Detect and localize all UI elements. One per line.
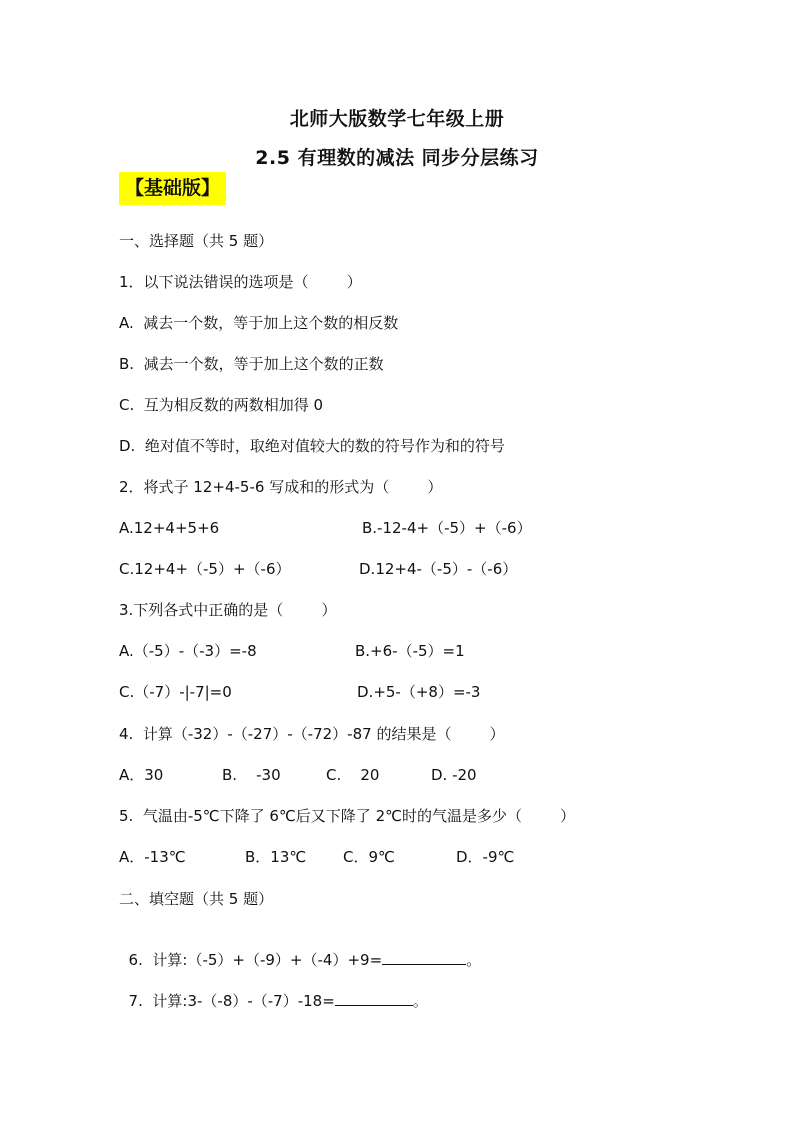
answer-blank (335, 991, 413, 1006)
question-3-option-b: B.+6-（-5）=1 (355, 642, 465, 660)
section-heading-choice: 一、选择题（共 5 题） (119, 232, 274, 250)
question-6-period: 。 (466, 951, 482, 969)
question-3-option-a: A.（-5）-（-3）=-8 (119, 642, 257, 660)
question-4-option-d: D. -20 (431, 766, 477, 784)
question-4-option-a: A．30 (119, 766, 164, 784)
section-heading-fill: 二、填空题（共 5 题） (119, 890, 274, 908)
document-title: 北师大版数学七年级上册 (289, 108, 505, 130)
question-5-option-b: B．13℃ (245, 848, 307, 866)
question-5-stem: 5. 气温由-5℃下降了 6℃后又下降了 2℃时的气温是多少（ ） (119, 807, 576, 825)
question-6-expression: 6. 计算:（-5）+（-9）+（-4）+9= (128, 951, 383, 969)
question-1-option-d: D. 绝对值不等时，取绝对值较大的数的符号作为和的符号 (119, 437, 505, 455)
question-1-stem: 1．以下说法错误的选项是（ ） (119, 273, 362, 291)
level-badge: 【基础版】 (119, 172, 226, 205)
document-subtitle: 2.5 有理数的减法 同步分层练习 (255, 147, 539, 169)
question-3-option-d: D.+5-（+8）=-3 (357, 683, 481, 701)
question-2-option-a: A.12+4+5+6 (119, 519, 220, 537)
question-2-option-c: C.12+4+（-5）+（-6） (119, 560, 291, 578)
question-7-expression: 7. 计算:3-（-8）-（-7）-18= (128, 992, 335, 1010)
question-1-option-b: B. 减去一个数，等于加上这个数的正数 (119, 355, 384, 373)
question-2-option-b: B.-12-4+（-5）+（-6） (362, 519, 532, 537)
question-7-period: 。 (412, 992, 428, 1010)
question-1-option-a: A. 减去一个数，等于加上这个数的相反数 (119, 314, 399, 332)
question-5-option-d: D．-9℃ (456, 848, 515, 866)
question-4-option-b: B. -30 (222, 766, 281, 784)
question-1-option-c: C. 互为相反数的两数相加得 0 (119, 396, 324, 414)
question-7 (119, 971, 428, 1011)
question-5-option-c: C．9℃ (343, 848, 395, 866)
question-2-option-d: D.12+4-（-5）-（-6） (359, 560, 518, 578)
question-4-option-c: C. 20 (326, 766, 380, 784)
question-3-option-c: C.（-7）-|-7|=0 (119, 683, 232, 701)
question-6 (119, 930, 481, 970)
question-5-option-a: A．-13℃ (119, 848, 186, 866)
answer-blank (382, 950, 466, 965)
question-4-stem: 4. 计算（-32）-（-27）-（-72）-87 的结果是（ ） (119, 725, 505, 743)
question-2-stem: 2．将式子 12+4-5-6 写成和的形式为（ ） (119, 478, 443, 496)
question-3-stem: 3.下列各式中正确的是（ ） (119, 601, 337, 619)
